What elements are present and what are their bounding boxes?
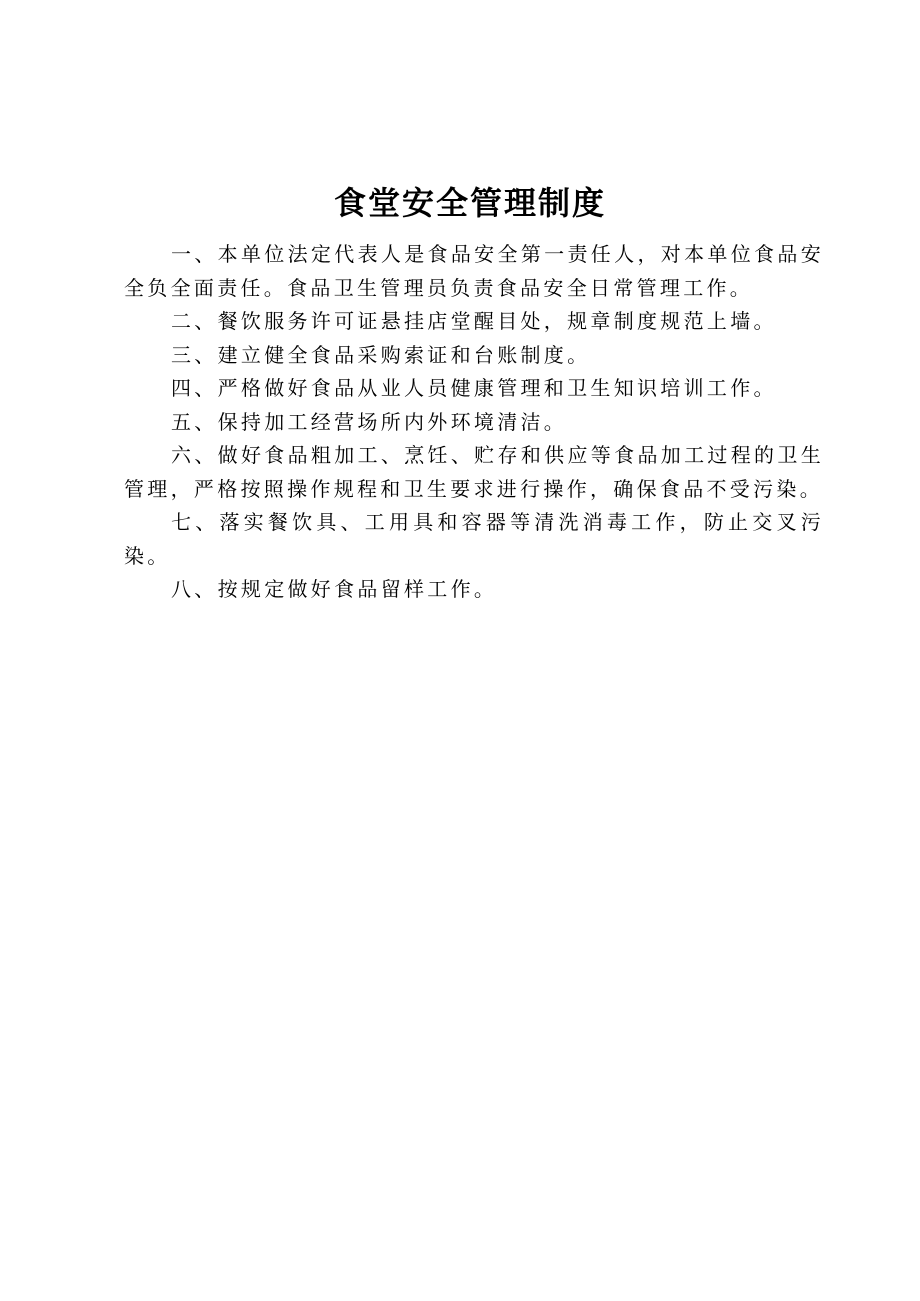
- paragraph-4: 四、严格做好食品从业人员健康管理和卫生知识培训工作。: [171, 376, 777, 400]
- paragraph-3: 三、建立健全食品采购索证和台账制度。: [171, 342, 591, 367]
- document-body: [124, 238, 824, 607]
- paragraph-1: 一、本单位法定代表人是食品安全第一责任人，对本单位食品安全负全面责任。食品卫生管理员负责食品安全日常管理工作。: [124, 242, 824, 300]
- paragraph-6: 六、做好食品粗加工、烹饪、贮存和供应等食品加工过程的卫生管理，严格按照操作规程和卫生要求进行操作，确保食品不受污染。: [124, 443, 824, 501]
- paragraph-2: 二、餐饮服务许可证悬挂店堂醒目处，规章制度规范上墙。: [171, 309, 777, 333]
- paragraph-7: 七、落实餐饮具、工用具和容器等清洗消毒工作，防止交叉污染。: [124, 510, 824, 568]
- paragraph-5: 五、保持加工经营场所内外环境清洁。: [171, 409, 568, 434]
- document-title: 食堂安全管理制度: [333, 184, 606, 222]
- paragraph-8: 八、按规定做好食品留样工作。: [171, 577, 498, 601]
